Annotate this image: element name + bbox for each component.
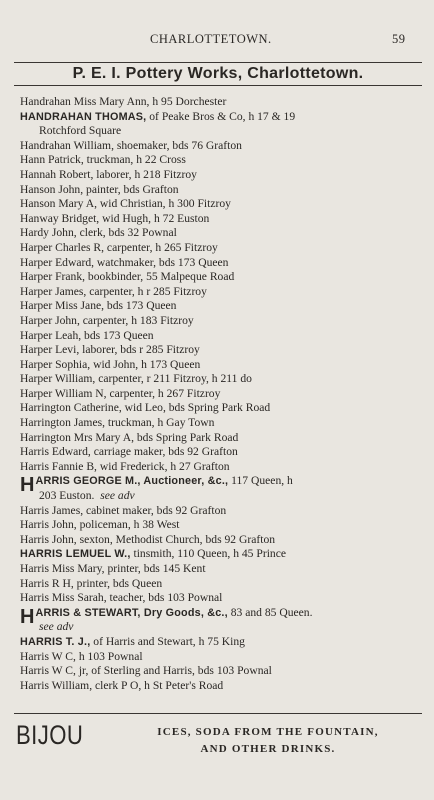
entry-text: Harris Fannie B, wid Frederick, h 27 Grafton <box>20 459 230 473</box>
entry-text: Harper Miss Jane, bds 173 Queen <box>20 299 177 313</box>
entry-text: of Harris and Stewart, h 75 King <box>90 634 245 648</box>
directory-entry <box>20 591 420 606</box>
directory-entry <box>20 299 420 314</box>
directory-entry <box>20 358 420 373</box>
entry-continuation: Rotchford Square <box>39 124 122 138</box>
directory-entry <box>20 241 420 256</box>
entry-text: Handrahan Miss Mary Ann, h 95 Dorchester <box>20 95 227 108</box>
entry-text: tinsmith, 110 Queen, h 45 Prince <box>130 547 287 561</box>
directory-entry <box>20 197 420 212</box>
directory-entry <box>20 372 420 387</box>
entry-text: Harper Levi, laborer, bds r 285 Fitzroy <box>20 343 200 357</box>
ad-entry-harris-george <box>20 474 420 503</box>
directory-entry <box>20 416 420 431</box>
entry-continuation: 203 Euston. <box>39 489 95 503</box>
pottery-works-banner: P. E. I. Pottery Works, Charlottetown. <box>14 62 422 86</box>
directory-entry <box>20 387 420 402</box>
entry-bold-name: HARRIS LEMUEL W., <box>20 548 131 561</box>
directory-entry <box>20 547 420 562</box>
entry-text: Hann Patrick, truckman, h 22 Cross <box>20 153 186 167</box>
entry-bold-name: HANDRAHAN THOMAS, <box>20 110 147 123</box>
entry-text: Harris James, cabinet maker, bds 92 Grafton <box>20 503 227 517</box>
entry-text: Harris Miss Mary, printer, bds 145 Kent <box>20 562 206 575</box>
drop-cap: H <box>20 474 35 497</box>
entry-text: Hanway Bridget, wid Hugh, h 72 Euston <box>20 211 210 225</box>
directory-entry <box>20 226 420 241</box>
entry-text: Harris John, sexton, Methodist Church, bds 92 Grafton <box>20 532 276 546</box>
entry-bold-name: HARRIS T. J., <box>20 635 91 648</box>
footer-rule <box>14 713 422 714</box>
directory-entries <box>20 95 420 693</box>
directory-entry <box>20 95 420 110</box>
entry-text: Harper Frank, bookbinder, 55 Malpeque Road <box>20 270 235 284</box>
entry-text: Harrington Mrs Mary A, bds Spring Park Road <box>20 430 239 444</box>
directory-entry <box>20 314 420 329</box>
bijou-logo: BIJOU <box>16 720 84 750</box>
bijou-line-1: ICES, SODA FROM THE FOUNTAIN, <box>157 726 379 738</box>
directory-entry <box>20 664 420 679</box>
directory-entry <box>20 256 420 271</box>
entry-text: Harper Sophia, wid John, h 173 Queen <box>20 357 201 371</box>
directory-entry <box>20 460 420 475</box>
entry-text: 83 and 85 Queen. <box>227 605 313 619</box>
entry-text: Harris R H, printer, bds Queen <box>20 576 163 590</box>
entry-text: Hanson John, painter, bds Grafton <box>20 182 179 196</box>
directory-entry <box>20 183 420 198</box>
drop-cap: H <box>20 605 35 628</box>
entry-text: Harper Leah, bds 173 Queen <box>20 328 154 342</box>
directory-entry <box>20 635 420 650</box>
entry-text: Harper John, carpenter, h 183 Fitzroy <box>20 313 194 327</box>
entry-list-3 <box>20 635 420 693</box>
entry-text: Harper William N, carpenter, h 267 Fitzroy <box>20 386 221 400</box>
entry-text: Hardy John, clerk, bds 32 Pownal <box>20 226 177 240</box>
directory-entry <box>20 110 420 125</box>
entry-text: Harrington James, truckman, h Gay Town <box>20 416 215 430</box>
running-title: CHARLOTTETOWN. <box>150 32 272 46</box>
directory-entry <box>20 431 420 446</box>
entry-text: Harris W C, jr, of Sterling and Harris, bds 103 Pownal <box>20 664 272 678</box>
directory-entry <box>20 168 420 183</box>
entry-text: Harris Miss Sarah, teacher, bds 103 Pownal <box>20 591 223 605</box>
directory-entry <box>20 562 420 577</box>
directory-entry <box>20 153 420 168</box>
directory-entry <box>20 504 420 519</box>
entry-list-1 <box>20 95 420 474</box>
entry-text: Handrahan William, shoemaker, bds 76 Grafton <box>20 138 242 152</box>
bijou-line-2: AND OTHER DRINKS. <box>200 743 336 755</box>
entry-text: Harris John, policeman, h 38 West <box>20 518 180 532</box>
entry-text: Harris William, clerk P O, h St Peter's Road <box>20 678 224 692</box>
entry-text: Harris W C, h 103 Pownal <box>20 649 143 663</box>
directory-entry <box>20 329 420 344</box>
entry-text: Harper Edward, watchmaker, bds 173 Queen <box>20 255 229 269</box>
see-adv-note: see adv <box>39 620 74 634</box>
ad-entry-harris-stewart <box>20 606 420 635</box>
see-adv-note: see adv <box>100 489 135 503</box>
directory-entry <box>20 285 420 300</box>
entry-text: 117 Queen, h <box>228 474 293 488</box>
directory-entry <box>20 270 420 285</box>
directory-entry <box>20 679 420 694</box>
entry-list-2 <box>20 504 420 606</box>
entry-text: of Peake Bros & Co, h 17 & 19 <box>146 109 296 123</box>
entry-text: Hannah Robert, laborer, h 218 Fitzroy <box>20 167 197 181</box>
directory-entry <box>20 445 420 460</box>
entry-text: Harper Charles R, carpenter, h 265 Fitzroy <box>20 240 218 254</box>
bijou-ad-text <box>118 724 418 758</box>
entry-bold-name: ARRIS & STEWART, Dry Goods, &c., <box>35 606 228 619</box>
entry-bold-name: ARRIS GEORGE M., Auctioneer, &c., <box>35 475 229 488</box>
directory-entry <box>20 650 420 665</box>
entry-text: Harris Edward, carriage maker, bds 92 Grafton <box>20 445 238 459</box>
directory-entry <box>20 401 420 416</box>
entry-text: Harper William, carpenter, r 211 Fitzroy, h 211 do <box>20 372 252 386</box>
directory-entry <box>20 577 420 592</box>
directory-entry <box>20 343 420 358</box>
directory-entry <box>20 139 420 154</box>
directory-entry <box>20 533 420 548</box>
directory-entry <box>20 518 420 533</box>
entry-text: Hanson Mary A, wid Christian, h 300 Fitzroy <box>20 197 231 211</box>
entry-text: Harrington Catherine, wid Leo, bds Spring Park Road <box>20 401 271 415</box>
directory-entry <box>20 212 420 227</box>
page-number: 59 <box>392 32 406 46</box>
entry-text: Harper James, carpenter, h r 285 Fitzroy <box>20 284 207 298</box>
running-head <box>0 32 434 48</box>
